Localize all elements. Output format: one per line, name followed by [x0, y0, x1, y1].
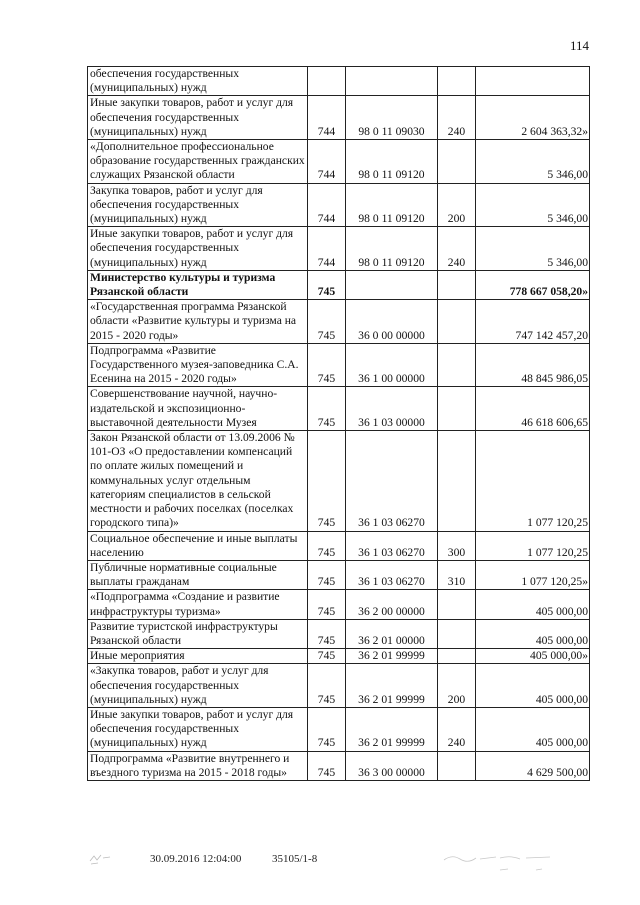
cell-target-article: 36 1 03 06270	[346, 531, 438, 560]
table-row	[88, 560, 590, 589]
table-row	[88, 751, 590, 780]
cell-description: Закупка товаров, работ и услуг для обеспечения государственных (муниципальных) нужд	[88, 183, 308, 227]
cell-amount: 1 077 120,25	[476, 431, 590, 531]
cell-expense-type: 310	[438, 560, 476, 589]
cell-expense-type	[438, 431, 476, 531]
cell-target-article: 36 1 03 06270	[346, 431, 438, 531]
cell-department-code: 744	[308, 183, 346, 227]
cell-expense-type	[438, 343, 476, 387]
cell-expense-type	[438, 649, 476, 664]
cell-description: Подпрограмма «Развитие внутреннего и въездного туризма на 2015 - 2018 годы»	[88, 751, 308, 780]
cell-department-code: 745	[308, 431, 346, 531]
cell-expense-type: 240	[438, 707, 476, 751]
cell-description: Социальное обеспечение и иные выплаты населению	[88, 531, 308, 560]
cell-target-article: 36 1 03 00000	[346, 387, 438, 431]
cell-amount: 778 667 058,20»	[476, 270, 590, 299]
table-row	[88, 707, 590, 751]
cell-amount: 5 346,00	[476, 140, 590, 184]
cell-department-code: 745	[308, 560, 346, 589]
cell-department-code	[308, 67, 346, 96]
cell-target-article: 36 2 01 00000	[346, 619, 438, 648]
cell-amount	[476, 67, 590, 96]
table-row	[88, 96, 590, 140]
cell-description: «Закупка товаров, работ и услуг для обеспечения государственных (муниципальных) нужд	[88, 664, 308, 708]
cell-target-article: 36 2 01 99999	[346, 707, 438, 751]
cell-amount: 5 346,00	[476, 183, 590, 227]
cell-department-code: 744	[308, 227, 346, 271]
cell-amount: 405 000,00»	[476, 649, 590, 664]
cell-target-article	[346, 67, 438, 96]
table-row	[88, 67, 590, 96]
footer-datetime: 30.09.2016 12:04:00	[150, 853, 242, 865]
cell-description: «Подпрограмма «Создание и развитие инфраструктуры туризма»	[88, 590, 308, 619]
cell-amount: 747 142 457,20	[476, 300, 590, 344]
table-row	[88, 270, 590, 299]
cell-description: Подпрограмма «Развитие Государственного музея-заповедника С.А. Есенина на 2015 - 2020 годы»	[88, 343, 308, 387]
cell-description: «Государственная программа Рязанской области «Развитие культуры и туризма на 2015 - 2020 годы»	[88, 300, 308, 344]
page-number: 114	[570, 38, 590, 53]
cell-amount: 1 077 120,25	[476, 531, 590, 560]
cell-description: Министерство культуры и туризма Рязанской области	[88, 270, 308, 299]
table-row	[88, 664, 590, 708]
cell-expense-type	[438, 140, 476, 184]
table-row	[88, 619, 590, 648]
cell-target-article: 98 0 11 09120	[346, 183, 438, 227]
cell-target-article: 36 2 01 99999	[346, 664, 438, 708]
cell-department-code: 745	[308, 343, 346, 387]
table-row	[88, 590, 590, 619]
cell-expense-type: 240	[438, 96, 476, 140]
stamp-mark-right	[440, 850, 560, 880]
cell-target-article: 36 1 00 00000	[346, 343, 438, 387]
cell-description: Закон Рязанской области от 13.09.2006 № 101-ОЗ «О предоставлении компенсаций по оплате жилых помещений и коммунальных услуг отдельным категориям специалистов в сельской местности и рабочих поселках (поселках городского типа)»	[88, 431, 308, 531]
cell-target-article: 36 1 03 06270	[346, 560, 438, 589]
cell-department-code: 745	[308, 664, 346, 708]
table-row	[88, 227, 590, 271]
cell-amount: 405 000,00	[476, 590, 590, 619]
cell-expense-type	[438, 751, 476, 780]
cell-target-article: 36 0 00 00000	[346, 300, 438, 344]
cell-description: Иные закупки товаров, работ и услуг для обеспечения государственных (муниципальных) нужд	[88, 707, 308, 751]
cell-amount: 405 000,00	[476, 619, 590, 648]
cell-department-code: 745	[308, 707, 346, 751]
table-row	[88, 387, 590, 431]
cell-description: Развитие туристской инфраструктуры Рязанской области	[88, 619, 308, 648]
stamp-mark-left	[88, 852, 114, 866]
cell-amount: 46 618 606,65	[476, 387, 590, 431]
cell-description: Публичные нормативные социальные выплаты гражданам	[88, 560, 308, 589]
cell-expense-type	[438, 270, 476, 299]
cell-description: «Дополнительное профессиональное образование государственных гражданских служащих Рязанской области	[88, 140, 308, 184]
cell-target-article: 98 0 11 09030	[346, 96, 438, 140]
cell-description: Иные закупки товаров, работ и услуг для обеспечения государственных (муниципальных) нужд	[88, 227, 308, 271]
table-row	[88, 431, 590, 531]
cell-target-article: 36 2 00 00000	[346, 590, 438, 619]
table-row	[88, 300, 590, 344]
cell-department-code: 745	[308, 387, 346, 431]
cell-amount: 48 845 986,05	[476, 343, 590, 387]
cell-expense-type	[438, 300, 476, 344]
budget-table	[87, 66, 590, 781]
cell-expense-type: 300	[438, 531, 476, 560]
cell-description: Совершенствование научной, научно-издательской и экспозиционно-выставочной деятельности Музея	[88, 387, 308, 431]
cell-department-code: 745	[308, 619, 346, 648]
cell-amount: 5 346,00	[476, 227, 590, 271]
table-row	[88, 649, 590, 664]
cell-target-article: 98 0 11 09120	[346, 140, 438, 184]
table-row	[88, 183, 590, 227]
cell-expense-type: 200	[438, 183, 476, 227]
cell-department-code: 744	[308, 96, 346, 140]
cell-department-code: 745	[308, 751, 346, 780]
table-row	[88, 140, 590, 184]
cell-expense-type: 240	[438, 227, 476, 271]
cell-expense-type: 200	[438, 664, 476, 708]
cell-department-code: 744	[308, 140, 346, 184]
budget-table-body	[88, 67, 590, 781]
cell-expense-type	[438, 67, 476, 96]
cell-target-article: 36 3 00 00000	[346, 751, 438, 780]
cell-department-code: 745	[308, 531, 346, 560]
cell-target-article: 36 2 01 99999	[346, 649, 438, 664]
cell-description: обеспечения государственных (муниципальных) нужд	[88, 67, 308, 96]
cell-description: Иные мероприятия	[88, 649, 308, 664]
cell-expense-type	[438, 619, 476, 648]
cell-amount: 4 629 500,00	[476, 751, 590, 780]
cell-amount: 405 000,00	[476, 664, 590, 708]
cell-department-code: 745	[308, 300, 346, 344]
footer-doc-number: 35105/1-8	[272, 853, 318, 865]
cell-expense-type	[438, 387, 476, 431]
table-row	[88, 531, 590, 560]
cell-department-code: 745	[308, 590, 346, 619]
cell-target-article	[346, 270, 438, 299]
cell-department-code: 745	[308, 649, 346, 664]
cell-amount: 405 000,00	[476, 707, 590, 751]
cell-target-article: 98 0 11 09120	[346, 227, 438, 271]
cell-amount: 2 604 363,32»	[476, 96, 590, 140]
table-row	[88, 343, 590, 387]
cell-description: Иные закупки товаров, работ и услуг для обеспечения государственных (муниципальных) нужд	[88, 96, 308, 140]
cell-expense-type	[438, 590, 476, 619]
cell-department-code: 745	[308, 270, 346, 299]
cell-amount: 1 077 120,25»	[476, 560, 590, 589]
